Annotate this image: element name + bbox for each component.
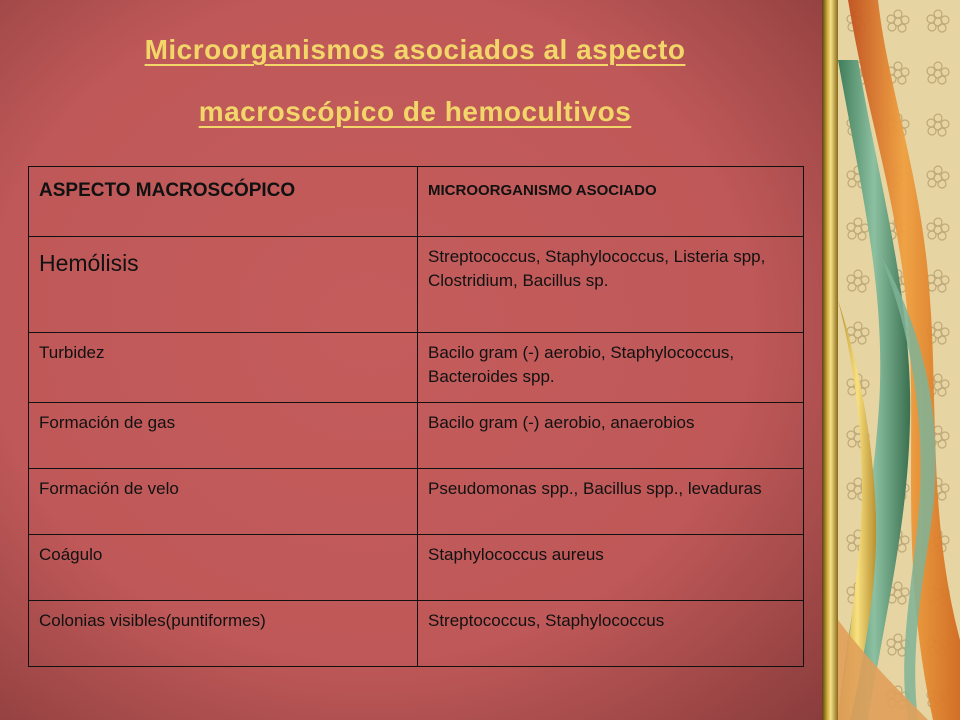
row-organisms: Streptococcus, Staphylococcus, Listeria spp, Clostridium, Bacillus sp. xyxy=(418,237,804,333)
row-aspect: Formación de velo xyxy=(29,469,418,535)
row-organisms: Bacilo gram (-) aerobio, Staphylococcus, Bacteroides spp. xyxy=(418,333,804,403)
header-aspect: ASPECTO MACROSCÓPICO xyxy=(29,167,418,237)
table-row xyxy=(29,333,804,403)
row-organisms: Streptococcus, Staphylococcus xyxy=(418,601,804,667)
row-aspect: Formación de gas xyxy=(29,403,418,469)
row-organisms: Bacilo gram (-) aerobio, anaerobios xyxy=(418,403,804,469)
table-row xyxy=(29,469,804,535)
row-aspect: Coágulo xyxy=(29,535,418,601)
row-aspect: Colonias visibles(puntiformes) xyxy=(29,601,418,667)
row-organisms: Pseudomonas spp., Bacillus spp., levaduras xyxy=(418,469,804,535)
decorative-pattern-panel xyxy=(838,0,960,720)
table-row xyxy=(29,535,804,601)
table-header-row xyxy=(29,167,804,237)
decorative-floral-art xyxy=(838,0,960,720)
aspect-organism-table xyxy=(28,166,804,667)
row-organisms: Staphylococcus aureus xyxy=(418,535,804,601)
table-row xyxy=(29,601,804,667)
header-organism: MICROORGANISMO ASOCIADO xyxy=(418,167,804,237)
row-aspect: Turbidez xyxy=(29,333,418,403)
slide-title-line1: Microorganismos asociados al aspecto xyxy=(144,34,686,65)
table-row xyxy=(29,403,804,469)
row-aspect: Hemólisis xyxy=(29,237,418,333)
slide-title-line2: macroscópico de hemocultivos xyxy=(198,96,632,127)
table-row xyxy=(29,237,804,333)
